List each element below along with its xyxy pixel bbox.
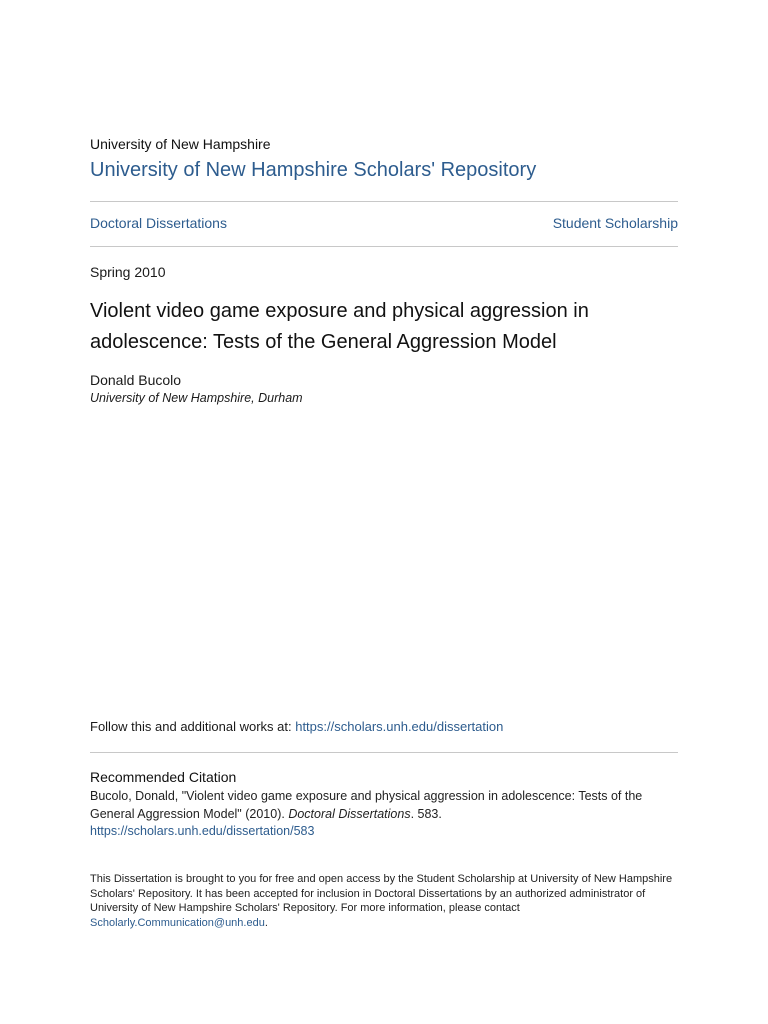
paper-title [90, 296, 678, 358]
recommended-citation-text [90, 788, 678, 841]
dissertation-collection-link[interactable]: https://scholars.unh.edu/dissertation [295, 719, 504, 734]
repository-link[interactable]: University of New Hampshire Scholars' Repository [90, 159, 537, 181]
citation-link[interactable]: https://scholars.unh.edu/dissertation/583 [90, 824, 315, 838]
citation-text-part-2: . 583. [410, 806, 442, 821]
collection-nav [90, 214, 678, 232]
publication-date: Spring 2010 [90, 264, 166, 280]
access-notice [90, 872, 678, 930]
citation-text-part-1: Bucolo, Donald, "Violent video game exposure and physical aggression in adolescence: Tests of the General Aggression Model" (2010). [90, 789, 643, 821]
nav-divider [90, 246, 678, 247]
recommended-citation-heading: Recommended Citation [90, 769, 237, 785]
citation-series: Doctoral Dissertations [288, 806, 411, 821]
paper-title-line-1: Violent video game exposure and physical aggression in [90, 300, 589, 322]
author-affiliation: University of New Hampshire, Durham [90, 391, 303, 405]
follow-text: Follow this and additional works at: [90, 719, 296, 734]
author-name: Donald Bucolo [90, 372, 182, 388]
access-notice-text: This Dissertation is brought to you for free and open access by the Student Scholarship at University of New Hampshire Scholars' Repository. It has been accepted for inclusion in Doctoral Dissertations by an authorized administrator of University of New Hampshire Scholars' Repository. For more information, please contact [90, 873, 673, 914]
student-scholarship-link[interactable]: Student Scholarship [552, 215, 678, 231]
paper-title-line-2: adolescence: Tests of the General Aggression Model [90, 331, 557, 353]
contact-email-link[interactable]: Scholarly.Communication@unh.edu [90, 916, 265, 929]
access-notice-end: . [264, 916, 268, 929]
top-divider [90, 201, 678, 202]
follow-line [90, 718, 678, 735]
follow-divider [90, 752, 678, 753]
doctoral-dissertations-link[interactable]: Doctoral Dissertations [90, 215, 227, 231]
institution-name: University of New Hampshire [90, 136, 271, 152]
